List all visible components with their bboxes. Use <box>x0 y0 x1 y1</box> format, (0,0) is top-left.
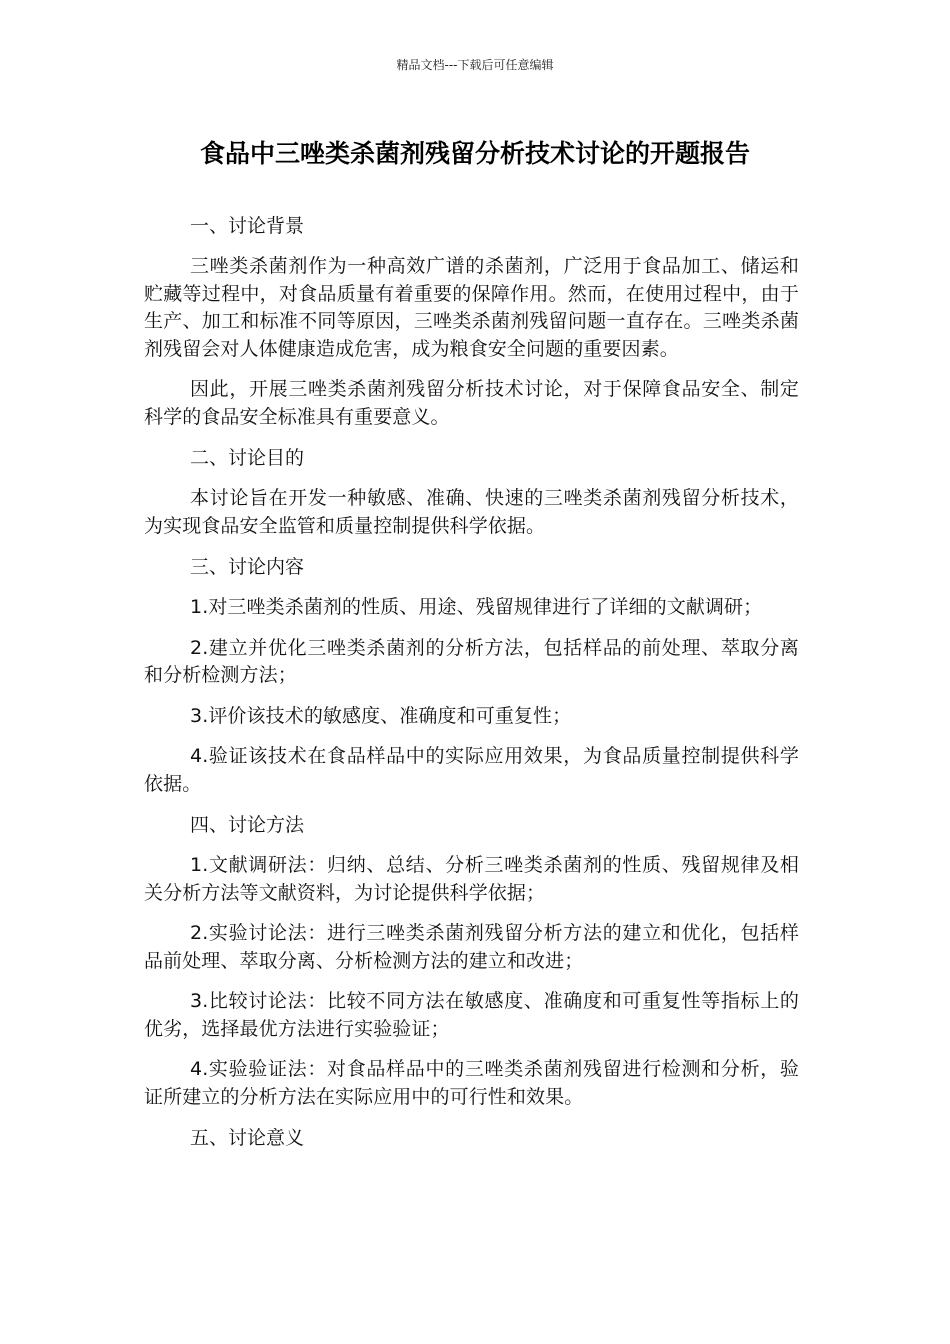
background-paragraph-1: 三唑类杀菌剂作为一种高效广谱的杀菌剂，广泛用于食品加工、储运和贮藏等过程中，对食品质量有着重要的保障作用。然而，在使用过程中，由于生产、加工和标准不同等原因，三唑类杀菌剂残留问题一直存在。三唑类杀菌剂残留会对人体健康造成危害，成为粮食安全问题的重要因素。 <box>144 255 799 360</box>
section-heading-content: 三、讨论内容 <box>190 556 305 578</box>
background-paragraph-2: 因此，开展三唑类杀菌剂残留分析技术讨论，对于保障食品安全、制定科学的食品安全标准具有重要意义。 <box>144 378 799 428</box>
content-item-2: 2.建立并优化三唑类杀菌剂的分析方法，包括样品的前处理、萃取分离和分析检测方法； <box>144 636 799 686</box>
section-heading-background: 一、讨论背景 <box>190 215 305 237</box>
method-item-4: 4.实验验证法：对食品样品中的三唑类杀菌剂残留进行检测和分析，验证所建立的分析方法在实际应用中的可行性和效果。 <box>144 1058 799 1108</box>
document-title: 食品中三唑类杀菌剂残留分析技术讨论的开题报告 <box>199 139 750 168</box>
method-item-1: 1.文献调研法：归纳、总结、分析三唑类杀菌剂的性质、残留规律及相关分析方法等文献资料，为讨论提供科学依据； <box>144 854 799 904</box>
content-item-4: 4.验证该技术在食品样品中的实际应用效果，为食品质量控制提供科学依据。 <box>144 745 799 795</box>
header-note: 精品文档---下载后可任意编辑 <box>396 58 554 72</box>
content-item-1: 1.对三唑类杀菌剂的性质、用途、残留规律进行了详细的文献调研； <box>190 596 763 618</box>
method-item-2: 2.实验讨论法：进行三唑类杀菌剂残留分析方法的建立和优化，包括样品前处理、萃取分离、分析检测方法的建立和改进； <box>144 922 799 972</box>
document-body <box>144 212 799 1165</box>
section-heading-purpose: 二、讨论目的 <box>190 447 305 469</box>
method-item-3: 3.比较讨论法：比较不同方法在敏感度、准确度和可重复性等指标上的优劣，选择最优方法进行实验验证； <box>144 990 799 1040</box>
content-item-3: 3.评价该技术的敏感度、准确度和可重复性； <box>190 704 572 727</box>
purpose-paragraph-1: 本讨论旨在开发一种敏感、准确、快速的三唑类杀菌剂残留分析技术，为实现食品安全监管和质量控制提供科学依据。 <box>144 487 799 537</box>
section-heading-significance: 五、讨论意义 <box>190 1127 305 1149</box>
section-heading-methods: 四、讨论方法 <box>190 814 305 836</box>
